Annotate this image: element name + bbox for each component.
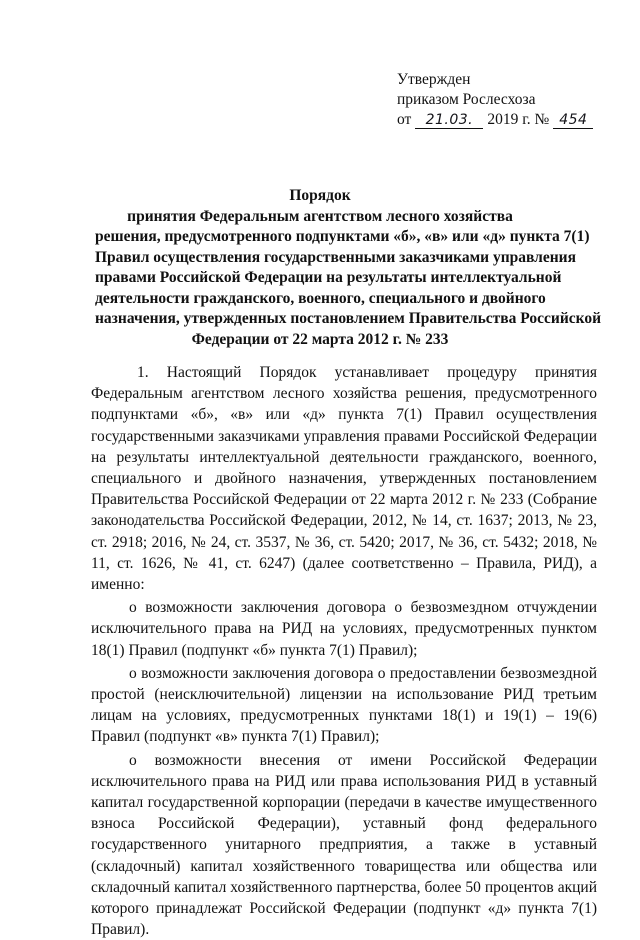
title-line: принятия Федеральным агентством лесного хозяйства: [127, 207, 513, 225]
document-body: [91, 362, 597, 940]
approval-block: [397, 70, 627, 130]
paragraph-subitem-d: о возможности внесения от имени Российской Федерации исключительного права на РИД или права использования РИД в уставный капитал государственной корпорации (передачи в качестве имущественного взноса Российской Федерации), уставный фонд федерального государственного унитарного предприятия, а также в уставный (складочный) капитал хозяйственного товарищества или общества или складочный капитал хозяйственного партнерства, более 50 процентов акций которого принадлежат Российской Федерации (подпункт «д» пункта 7(1) Правил).: [91, 751, 597, 939]
title-line: назначения, утвержденных постановлением Правительства Российской: [95, 310, 602, 327]
approval-year-suffix: 2019 г. №: [487, 111, 550, 128]
title-line: правами Российской Федерации на результаты интеллектуальной: [95, 269, 562, 286]
title-line: решения, предусмотренного подпунктами «б», «в» или «д» пункта 7(1): [95, 228, 590, 245]
approval-number-handwritten: 454: [559, 112, 588, 128]
approval-line-date: [397, 110, 627, 130]
paragraph-item-1: 1. Настоящий Порядок устанавливает процедуру принятия Федеральным агентством лесного хозяйства решения, предусмотренного подпунктами «б», «в» или «д» пункта 7(1) Правил осуществления государственными заказчиками управления правами Российской Федерации на результаты интеллектуальной деятельности гражданского, военного, специального и двойного назначения, утвержденных постановлением Правительства Российской Федерации от 22 марта 2012 г. № 233 (Собрание законодательства Российской Федерации, 2012, № 14, ст. 1637; 2013, № 23, ст. 2918; 2016, № 24, ст. 3537, № 36, ст. 5420; 2017, № 36, ст. 5432; 2018, № 11, ст. 1626, № 41, ст. 6247) (далее соответственно – Правила, РИД), а именно:: [91, 364, 597, 594]
paragraph-subitem-v: о возможности заключения договора о предоставлении безвозмездной простой (неисключительной) лицензии на использование РИД третьим лицам на условиях, предусмотренных пунктами 18(1) и 19(1) – 19(6) Правил (подпункт «в» пункта 7(1) Правил);: [91, 664, 597, 746]
title-line: Федерации от 22 марта 2012 г. № 233: [191, 330, 449, 348]
document-title: [95, 186, 602, 350]
title-line: Правил осуществления государственными заказчиками управления: [95, 248, 576, 266]
title-line: Порядок: [289, 187, 351, 204]
approval-date-field: [415, 112, 483, 129]
approval-line-approved: Утвержден: [397, 71, 471, 88]
approval-line-order: приказом Рослесхоза: [397, 91, 536, 108]
title-line: деятельности гражданского, военного, специального и двойного: [95, 289, 546, 307]
paragraph-subitem-b: о возможности заключения договора о безвозмездном отчуждении исключительного права на РИД на условиях, предусмотренных пунктом 18(1) Правил (подпункт «б» пункта 7(1) Правил);: [91, 599, 597, 659]
approval-date-handwritten: 21.03.: [425, 112, 474, 128]
approval-from-prefix: от: [397, 111, 412, 128]
approval-number-field: [553, 112, 593, 129]
